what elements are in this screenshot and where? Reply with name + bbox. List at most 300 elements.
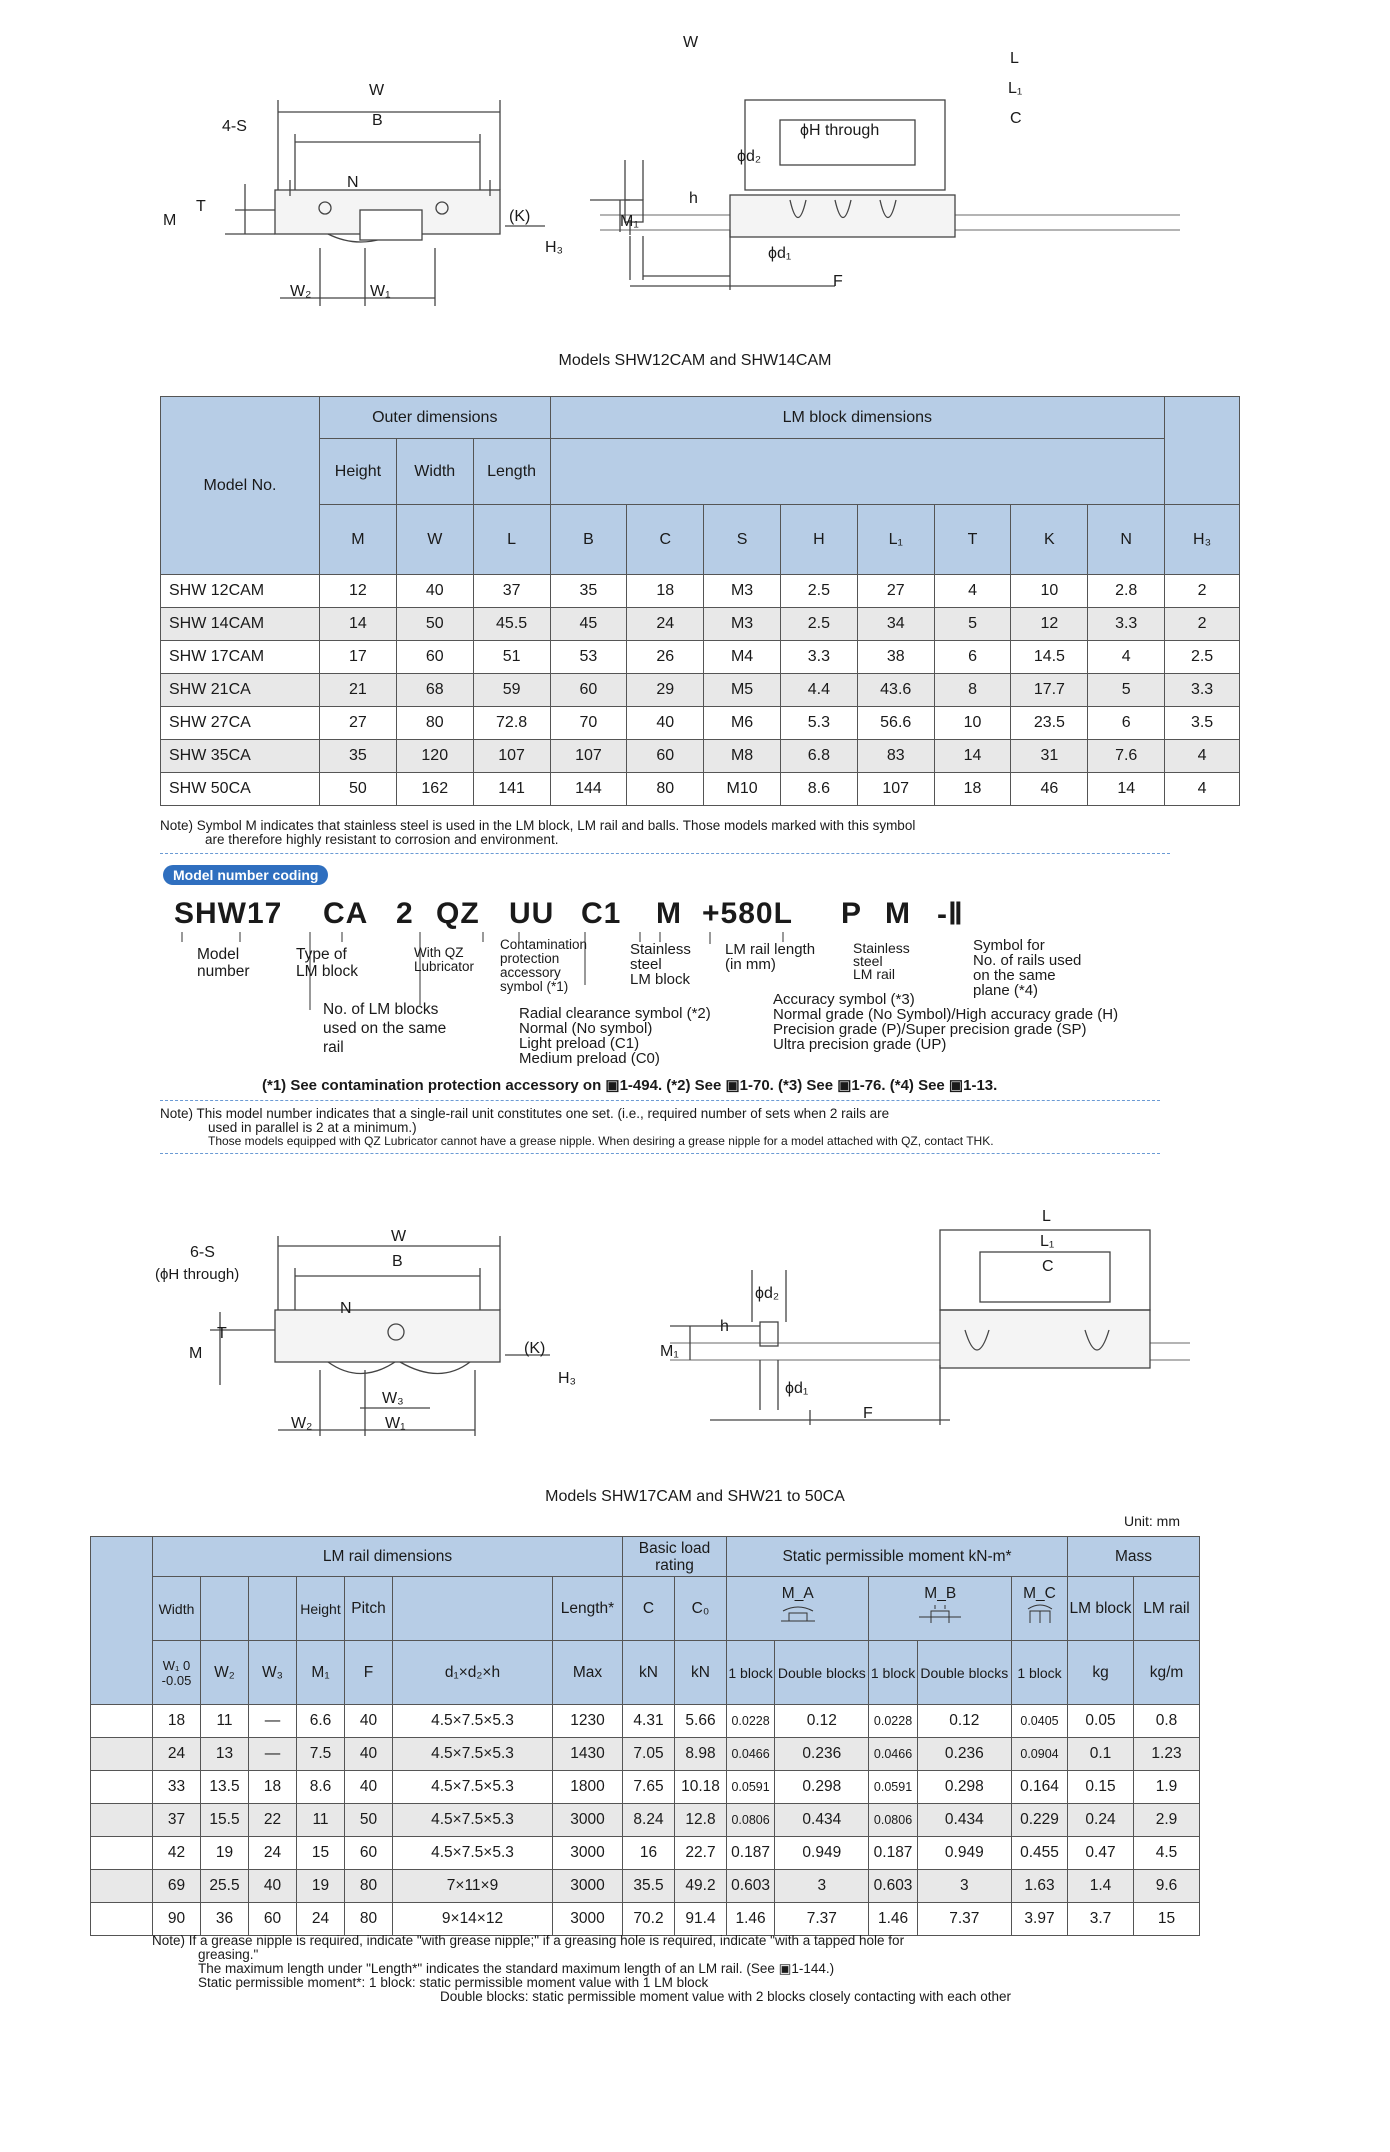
value-cell: 0.1 [1068, 1738, 1134, 1771]
value-cell: 3 [917, 1870, 1011, 1903]
value-cell: 15 [297, 1837, 345, 1870]
value-cell: 50 [396, 608, 473, 641]
d1-l-label: L [1010, 50, 1019, 67]
d2-b-label: B [392, 1253, 403, 1270]
value-cell: 68 [396, 674, 473, 707]
value-cell: 0.0591 [727, 1771, 775, 1804]
model-cell: SHW 14CAM [161, 608, 320, 641]
value-cell: 24 [297, 1903, 345, 1936]
code-part-rail-length: +580L [702, 897, 793, 930]
t2-symbol-cell: M₁ [297, 1641, 345, 1705]
value-cell: 35.5 [623, 1870, 675, 1903]
value-cell: 24 [627, 608, 704, 641]
value-cell: 107 [473, 740, 550, 773]
lm-block-sub-blank [550, 439, 1165, 505]
value-cell: 0.24 [1068, 1804, 1134, 1837]
value-cell: 10 [1011, 575, 1088, 608]
t2-symbol-cell: kg/m [1134, 1641, 1200, 1705]
d-sub-blank [393, 1577, 553, 1641]
w2-sub-blank [201, 1577, 249, 1641]
value-cell: — [249, 1705, 297, 1738]
value-cell: 4 [934, 575, 1011, 608]
value-cell: 0.0228 [727, 1705, 775, 1738]
value-cell: 56.6 [857, 707, 934, 740]
value-cell: M8 [704, 740, 781, 773]
table-row [91, 1837, 1200, 1870]
table-row [91, 1804, 1200, 1837]
d1-f-label: F [833, 273, 843, 290]
t2-symbol-cell: W₃ [249, 1641, 297, 1705]
t2-model-col-blank [91, 1537, 153, 1705]
value-cell: 40 [396, 575, 473, 608]
t2-symbol-cell: W₂ [201, 1641, 249, 1705]
d1-w-label: W [369, 82, 385, 99]
t2-lead-cell [91, 1771, 153, 1804]
value-cell: 12 [1011, 608, 1088, 641]
static-moment-header: Static permissible moment kN-m* [727, 1537, 1068, 1577]
d1-4s-label: 4-S [222, 118, 247, 135]
c0-sub-header: C₀ [675, 1577, 727, 1641]
value-cell: 4.5×7.5×5.3 [393, 1705, 553, 1738]
lm-block-dimensions-header: LM block dimensions [550, 397, 1165, 439]
value-cell: 3.3 [1088, 608, 1165, 641]
table-row [161, 707, 1240, 740]
value-cell: 1.46 [869, 1903, 917, 1936]
value-cell: 49.2 [675, 1870, 727, 1903]
value-cell: 42 [153, 1837, 201, 1870]
code-part-qz: QZ [436, 897, 480, 930]
value-cell: 0.434 [917, 1804, 1011, 1837]
model-cell: SHW 12CAM [161, 575, 320, 608]
value-cell: 0.0405 [1012, 1705, 1068, 1738]
t2-lead-cell [91, 1870, 153, 1903]
value-cell: 60 [627, 740, 704, 773]
value-cell: 83 [857, 740, 934, 773]
value-cell: 2.5 [780, 608, 857, 641]
value-cell: 91.4 [675, 1903, 727, 1936]
code-part-stainless-rail: M [885, 897, 911, 930]
code-part-clearance: C1 [581, 897, 622, 930]
d1-b-label: B [372, 112, 383, 129]
d2-w1-label: W₁ [385, 1415, 406, 1432]
desc-radial-clearance: Radial clearance symbol (*2) Normal (No symbol) Light preload (C1) Medium preload (C0) [519, 1005, 711, 1067]
d2-l1-label: L₁ [1040, 1233, 1055, 1250]
d2-d2-label: ϕd₂ [755, 1285, 780, 1302]
value-cell: 7×11×9 [393, 1870, 553, 1903]
height-header: Height [320, 439, 397, 505]
value-cell: 8 [934, 674, 1011, 707]
value-cell: 1230 [553, 1705, 623, 1738]
desc-blocks: No. of LM blocks used on the same rail [323, 1001, 447, 1056]
divider-2 [160, 1100, 1160, 1101]
value-cell: 0.47 [1068, 1837, 1134, 1870]
value-cell: 1800 [553, 1771, 623, 1804]
lm-block-sub-header: LM block [1068, 1577, 1134, 1641]
value-cell: 3000 [553, 1837, 623, 1870]
value-cell: 45.5 [473, 608, 550, 641]
value-cell: 144 [550, 773, 627, 806]
model-cell: SHW 50CA [161, 773, 320, 806]
t2-symbol-cell: Max [553, 1641, 623, 1705]
value-cell: 2 [1165, 575, 1240, 608]
ma-sub-header [727, 1577, 869, 1641]
value-cell: 21 [320, 674, 397, 707]
value-cell: 9×14×12 [393, 1903, 553, 1936]
value-cell: 23.5 [1011, 707, 1088, 740]
value-cell: 12.8 [675, 1804, 727, 1837]
t2-lead-cell [91, 1903, 153, 1936]
desc-contamination: Contamination protection accessory symbol (*1) [500, 937, 588, 994]
value-cell: 3.97 [1012, 1903, 1068, 1936]
value-cell: 53 [550, 641, 627, 674]
d2-h-through-label: (ϕH through) [155, 1266, 240, 1283]
value-cell: 80 [345, 1870, 393, 1903]
length-sub-header: Length* [553, 1577, 623, 1641]
value-cell: 1.23 [1134, 1738, 1200, 1771]
value-cell: 19 [201, 1837, 249, 1870]
table-row [91, 1738, 1200, 1771]
value-cell: 3.5 [1165, 707, 1240, 740]
t2-lead-cell [91, 1837, 153, 1870]
value-cell: 120 [396, 740, 473, 773]
value-cell: 36 [201, 1903, 249, 1936]
code-part-rails-symbol: -Ⅱ [937, 898, 964, 931]
value-cell: M6 [704, 707, 781, 740]
value-cell: M3 [704, 575, 781, 608]
table-row [161, 773, 1240, 806]
d2-d1-label: ϕd₁ [785, 1380, 809, 1397]
value-cell: 29 [627, 674, 704, 707]
value-cell: 12 [320, 575, 397, 608]
value-cell: 72.8 [473, 707, 550, 740]
value-cell: 40 [627, 707, 704, 740]
value-cell: 0.187 [727, 1837, 775, 1870]
code-part-blocks: 2 [396, 897, 414, 930]
d1-d2-label: ϕd₂ [737, 148, 762, 165]
value-cell: 5.3 [780, 707, 857, 740]
sym-n: N [1088, 505, 1165, 575]
mb-label: M_B [924, 1585, 957, 1602]
table-row [161, 575, 1240, 608]
value-cell: 4.5×7.5×5.3 [393, 1771, 553, 1804]
value-cell: 0.949 [775, 1837, 869, 1870]
h3-header-blank [1165, 397, 1240, 505]
t2-symbol-cell: d₁×d₂×h [393, 1641, 553, 1705]
value-cell: 3.7 [1068, 1903, 1134, 1936]
value-cell: 2.8 [1088, 575, 1165, 608]
t2-symbol-cell: 1 block [727, 1641, 775, 1705]
value-cell: 4.5 [1134, 1837, 1200, 1870]
value-cell: 2 [1165, 608, 1240, 641]
sym-t: T [934, 505, 1011, 575]
value-cell: 162 [396, 773, 473, 806]
height-sub-header: Height [297, 1577, 345, 1641]
value-cell: 40 [345, 1771, 393, 1804]
value-cell: 27 [320, 707, 397, 740]
value-cell: 60 [550, 674, 627, 707]
diagram-2 [150, 1210, 1190, 1450]
code-part-stainless-block: M [656, 897, 682, 930]
d2-w-label: W [391, 1228, 407, 1245]
sym-l: L [473, 505, 550, 575]
value-cell: 26 [627, 641, 704, 674]
table2-note-4: Static permissible moment*: 1 block: static permissible moment value with 1 LM block [198, 1975, 709, 1990]
sym-w: W [396, 505, 473, 575]
value-cell: 4.5×7.5×5.3 [393, 1738, 553, 1771]
d2-m1-label: M₁ [660, 1343, 679, 1360]
coding-references: (*1) See contamination protection accessory on ▣1-494. (*2) See ▣1-70. (*3) See ▣1-76. (*4) See ▣1-13. [262, 1077, 998, 1094]
value-cell: 0.455 [1012, 1837, 1068, 1870]
value-cell: 37 [473, 575, 550, 608]
value-cell: 60 [249, 1903, 297, 1936]
sym-l1: L₁ [857, 505, 934, 575]
value-cell: 0.164 [1012, 1771, 1068, 1804]
lm-rail-sub-header: LM rail [1134, 1577, 1200, 1641]
desc-model-number: Model number [197, 946, 250, 980]
value-cell: 1.46 [727, 1903, 775, 1936]
value-cell: 107 [550, 740, 627, 773]
value-cell: 1430 [553, 1738, 623, 1771]
value-cell: 7.05 [623, 1738, 675, 1771]
d1-h-label: h [689, 190, 698, 207]
value-cell: 141 [473, 773, 550, 806]
value-cell: 0.229 [1012, 1804, 1068, 1837]
value-cell: 0.12 [775, 1705, 869, 1738]
sym-h3: H₃ [1165, 505, 1240, 575]
value-cell: 1.4 [1068, 1870, 1134, 1903]
value-cell: 46 [1011, 773, 1088, 806]
value-cell: 3000 [553, 1870, 623, 1903]
value-cell: 16 [623, 1837, 675, 1870]
value-cell: 22 [249, 1804, 297, 1837]
value-cell: 0.0904 [1012, 1738, 1068, 1771]
value-cell: 50 [345, 1804, 393, 1837]
value-cell: 2.5 [780, 575, 857, 608]
value-cell: 10.18 [675, 1771, 727, 1804]
value-cell: 8.24 [623, 1804, 675, 1837]
value-cell: 4.31 [623, 1705, 675, 1738]
basic-load-rating-header: Basic load rating [623, 1537, 727, 1577]
value-cell: M4 [704, 641, 781, 674]
value-cell: 60 [345, 1837, 393, 1870]
dimensions-table-2 [90, 1536, 1200, 1936]
table-row [91, 1870, 1200, 1903]
d2-f-label: F [863, 1405, 873, 1422]
mc-moment-icon [1020, 1603, 1060, 1627]
c-sub-header: C [623, 1577, 675, 1641]
value-cell: 13.5 [201, 1771, 249, 1804]
value-cell: 38 [857, 641, 934, 674]
divider-1 [160, 853, 1170, 854]
mb-moment-icon [915, 1603, 965, 1627]
d1-n-label: N [347, 174, 359, 191]
value-cell: 8.6 [297, 1771, 345, 1804]
value-cell: 0.298 [917, 1771, 1011, 1804]
value-cell: 0.0591 [869, 1771, 917, 1804]
diagram-1-caption: Models SHW12CAM and SHW14CAM [558, 352, 832, 369]
d1-d1-label: ϕd₁ [768, 245, 792, 262]
value-cell: 2.9 [1134, 1804, 1200, 1837]
value-cell: 0.603 [727, 1870, 775, 1903]
value-cell: 69 [153, 1870, 201, 1903]
value-cell: 90 [153, 1903, 201, 1936]
t2-lead-cell [91, 1804, 153, 1837]
value-cell: 3 [775, 1870, 869, 1903]
code-part-accuracy: P [841, 897, 863, 930]
diagram-2-caption: Models SHW17CAM and SHW21 to 50CA [545, 1488, 845, 1505]
value-cell: 6.8 [780, 740, 857, 773]
value-cell: 0.298 [775, 1771, 869, 1804]
value-cell: 40 [249, 1870, 297, 1903]
value-cell: M10 [704, 773, 781, 806]
value-cell: 80 [627, 773, 704, 806]
divider-3 [160, 1153, 1160, 1154]
sym-b: B [550, 505, 627, 575]
d1-w2-label: W₂ [290, 283, 312, 300]
d2-6s-label: 6-S [190, 1244, 215, 1261]
value-cell: 1.9 [1134, 1771, 1200, 1804]
code-part-type: CA [323, 897, 369, 930]
value-cell: 24 [249, 1837, 297, 1870]
d1-t-label: T [196, 198, 206, 215]
value-cell: 7.6 [1088, 740, 1165, 773]
value-cell: 33 [153, 1771, 201, 1804]
model-cell: SHW 17CAM [161, 641, 320, 674]
table-row [161, 608, 1240, 641]
value-cell: 3.3 [1165, 674, 1240, 707]
ma-moment-icon [773, 1603, 823, 1627]
value-cell: 15 [1134, 1903, 1200, 1936]
table1-note-2: are therefore highly resistant to corrosion and environment. [205, 832, 559, 847]
value-cell: 0.187 [869, 1837, 917, 1870]
desc-rail-length: LM rail length (in mm) [725, 941, 816, 973]
value-cell: 25.5 [201, 1870, 249, 1903]
d1-l1-label: L₁ [1008, 80, 1023, 97]
value-cell: 0.434 [775, 1804, 869, 1837]
value-cell: 7.37 [775, 1903, 869, 1936]
value-cell: 4.5×7.5×5.3 [393, 1837, 553, 1870]
value-cell: 15.5 [201, 1804, 249, 1837]
sym-h: H [780, 505, 857, 575]
t2-symbol-cell: Double blocks [917, 1641, 1011, 1705]
value-cell: 35 [320, 740, 397, 773]
width-header: Width [396, 439, 473, 505]
value-cell: 4 [1165, 773, 1240, 806]
d2-t-label: T [217, 1325, 227, 1342]
value-cell: — [249, 1738, 297, 1771]
code-part-seal: UU [509, 897, 555, 930]
value-cell: 0.12 [917, 1705, 1011, 1738]
value-cell: 10 [934, 707, 1011, 740]
value-cell: 34 [857, 608, 934, 641]
table-row [91, 1771, 1200, 1804]
value-cell: 4 [1165, 740, 1240, 773]
value-cell: 6 [1088, 707, 1165, 740]
desc-qz: With QZ Lubricator [414, 945, 475, 974]
value-cell: 4.5×7.5×5.3 [393, 1804, 553, 1837]
value-cell: 22.7 [675, 1837, 727, 1870]
desc-type: Type of LM block [296, 946, 359, 980]
unit-label: Unit: mm [1124, 1513, 1180, 1529]
value-cell: 31 [1011, 740, 1088, 773]
value-cell: 13 [201, 1738, 249, 1771]
value-cell: 18 [934, 773, 1011, 806]
value-cell: 45 [550, 608, 627, 641]
t2-symbol-cell: Double blocks [775, 1641, 869, 1705]
code-part-series: SHW17 [174, 897, 283, 930]
d2-w3-label: W₃ [382, 1390, 404, 1407]
value-cell: 14 [1088, 773, 1165, 806]
table1-note-1: Note) Symbol M indicates that stainless steel is used in the LM block, LM rail and balls. Those models marked with this symbol [160, 818, 916, 833]
value-cell: 18 [153, 1705, 201, 1738]
value-cell: 35 [550, 575, 627, 608]
value-cell: 50 [320, 773, 397, 806]
desc-accuracy: Accuracy symbol (*3) Normal grade (No Symbol)/High accuracy grade (H) Precision grade (P)/Super precision grade (SP) Ultra precision grade (UP) [773, 991, 1119, 1053]
t2-symbol-cell: kN [623, 1641, 675, 1705]
value-cell: 1.63 [1012, 1870, 1068, 1903]
value-cell: 3.3 [780, 641, 857, 674]
value-cell: 3000 [553, 1804, 623, 1837]
coding-note-2: used in parallel is 2 at a minimum.) [208, 1120, 417, 1135]
value-cell: 18 [249, 1771, 297, 1804]
value-cell: 0.0806 [727, 1804, 775, 1837]
value-cell: 14.5 [1011, 641, 1088, 674]
value-cell: 5 [934, 608, 1011, 641]
d2-h3-label: H₃ [558, 1370, 577, 1387]
t2-symbol-cell: F [345, 1641, 393, 1705]
value-cell: 24 [153, 1738, 201, 1771]
value-cell: 37 [153, 1804, 201, 1837]
value-cell: 0.603 [869, 1870, 917, 1903]
t2-lead-cell [91, 1705, 153, 1738]
t2-symbol-cell: W₁ 0 -0.05 [153, 1641, 201, 1705]
table2-note-1: Note) If a grease nipple is required, indicate "with grease nipple;" if a greasing hole is required, indicate "with a tapped hole for [152, 1933, 905, 1948]
value-cell: 107 [857, 773, 934, 806]
d1-m1-label: M₁ [620, 213, 639, 230]
value-cell: 0.0466 [727, 1738, 775, 1771]
value-cell: 2.5 [1165, 641, 1240, 674]
value-cell: 0.0806 [869, 1804, 917, 1837]
table2-note-3: The maximum length under "Length*" indicates the standard maximum length of an LM rail. (See ▣1-144.) [198, 1961, 835, 1976]
value-cell: 5 [1088, 674, 1165, 707]
value-cell: M3 [704, 608, 781, 641]
table2-note-2: greasing." [198, 1947, 259, 1962]
table2-note-5: Double blocks: static permissible moment value with 2 blocks closely contacting with each other [440, 1989, 1012, 2004]
d1-c-label: C [1010, 110, 1022, 127]
value-cell: 7.5 [297, 1738, 345, 1771]
mc-sub-header [1012, 1577, 1068, 1641]
t2-symbol-cell: 1 block [869, 1641, 917, 1705]
model-cell: SHW 27CA [161, 707, 320, 740]
sym-s: S [704, 505, 781, 575]
model-cell: SHW 21CA [161, 674, 320, 707]
width-sub-header: Width [153, 1577, 201, 1641]
pitch-sub-header: Pitch [345, 1577, 393, 1641]
sym-m: M [320, 505, 397, 575]
d2-c-label: C [1042, 1258, 1054, 1275]
d2-l-label: L [1042, 1208, 1051, 1225]
value-cell: 7.37 [917, 1903, 1011, 1936]
d2-w2-label: W₂ [291, 1415, 313, 1432]
model-cell: SHW 35CA [161, 740, 320, 773]
value-cell: 0.15 [1068, 1771, 1134, 1804]
table-row [161, 740, 1240, 773]
value-cell: 4.4 [780, 674, 857, 707]
desc-stainless-rail: Stainless steel LM rail [853, 940, 910, 982]
value-cell: 14 [320, 608, 397, 641]
d1-h-through-label: ϕH through [800, 122, 880, 139]
value-cell: 0.949 [917, 1837, 1011, 1870]
